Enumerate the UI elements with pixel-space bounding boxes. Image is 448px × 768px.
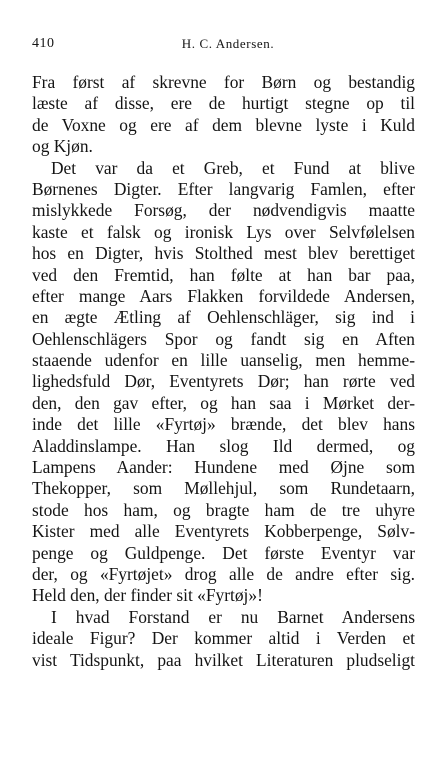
text-line: lighedsfuld Dør, Eventyrets Dør; han rørte ved — [32, 371, 415, 392]
text-line: og Kjøn. — [32, 136, 93, 157]
text-line: læste af disse, ere de hurtigt stegne op til — [32, 93, 415, 114]
text-line: Børnenes Digter. Efter langvarig Famlen, efter — [32, 178, 415, 199]
body-text — [32, 72, 415, 671]
text-line: vist Tidspunkt, paa hvilket Literaturen pludseligt — [32, 649, 415, 670]
running-head: H. C. Andersen. — [181, 36, 275, 51]
text-line: hos en Digter, hvis Stolthed mest blev berettiget — [32, 243, 415, 264]
text-line: der, og «Fyrtøjet» drog alle de andre efter sig. — [32, 563, 415, 584]
page-number: 410 — [32, 36, 55, 51]
text-line: en ægte Ætling af Oehlenschläger, sig ind i — [32, 307, 415, 328]
text-line: den, den gav efter, og han saa i Mørket der- — [32, 392, 415, 413]
text-line: Aladdinslampe. Han slog Ild dermed, og — [32, 435, 415, 456]
text-line: ved den Fremtid, han følte at han bar paa, — [32, 264, 415, 285]
text-line: stode hos ham, og bragte ham de tre uhyre — [32, 499, 415, 520]
text-line: inde det lille «Fyrtøj» brænde, det blev hans — [32, 414, 415, 435]
text-line: Fra først af skrevne for Børn og bestandig — [32, 72, 415, 92]
text-line: efter mange Aars Flakken forvildede Andersen, — [32, 285, 415, 306]
text-line: kaste et falsk og ironisk Lys over Selvfølelsen — [32, 221, 415, 242]
text-line: Oehlenschlägers Spor og fandt sig en Aften — [32, 328, 415, 349]
text-line: I hvad Forstand er nu Barnet Andersens — [51, 606, 415, 627]
text-line: staaende udenfor en lille uanselig, men hemme- — [32, 350, 415, 371]
text-line: mislykkede Forsøg, der nødvendigvis maatte — [32, 200, 415, 221]
text-line: Held den, der finder sit «Fyrtøj»! — [32, 585, 263, 606]
text-line: ideale Figur? Der kommer altid i Verden et — [32, 628, 415, 649]
text-line: Det var da et Greb, et Fund at blive — [51, 157, 415, 178]
text-line: penge og Guldpenge. Det første Eventyr var — [32, 542, 415, 563]
text-line: de Voxne og ere af dem blevne lyste i Kuld — [32, 114, 415, 135]
text-line: Lampens Aander: Hundene med Øjne som — [32, 457, 415, 478]
text-line: Kister med alle Eventyrets Kobberpenge, Sølv- — [32, 521, 415, 542]
page-header — [32, 36, 424, 58]
text-line: Thekopper, som Møllehjul, som Rundetaarn, — [32, 478, 415, 499]
